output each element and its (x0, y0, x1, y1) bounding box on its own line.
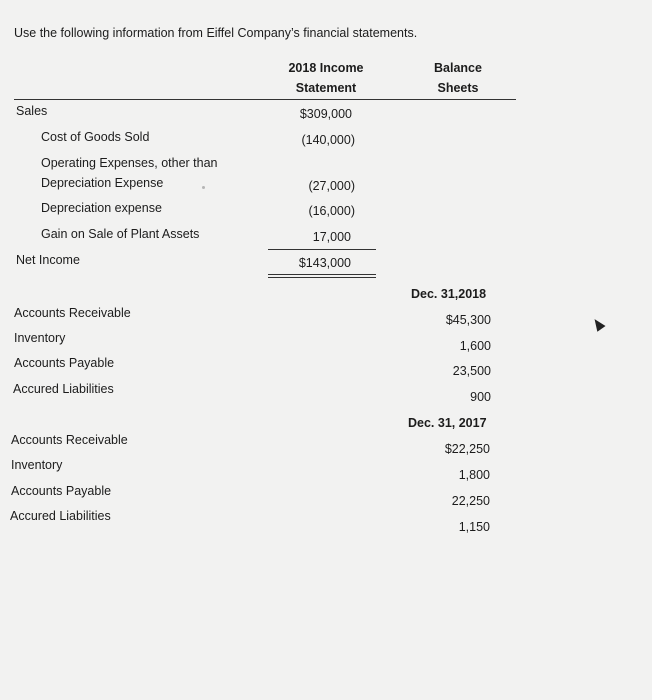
gain-label: Gain on Sale of Plant Assets (41, 227, 200, 241)
inventory-2017-label: Inventory (11, 458, 63, 472)
ap-2018-value: 23,500 (452, 364, 491, 378)
opex-value: (27,000) (308, 179, 355, 193)
net-income-label: Net Income (16, 253, 80, 267)
ap-2017-label: Accounts Payable (11, 484, 112, 498)
intro-text: Use the following information from Eiffel Company’s financial statements. (14, 26, 418, 40)
al-2017-value: 1,150 (458, 520, 490, 534)
net-income-rule-top (268, 274, 376, 275)
ar-2017-label: Accounts Receivable (11, 433, 128, 447)
ap-2017-value: 22,250 (451, 494, 490, 508)
date-2017: Dec. 31, 2017 (408, 416, 487, 430)
inventory-2018-label: Inventory (14, 331, 66, 345)
net-income-value: $143,000 (298, 256, 351, 270)
income-statement-header-line2: Statement (295, 81, 357, 95)
cogs-label: Cost of Goods Sold (41, 130, 150, 144)
gain-value: 17,000 (312, 230, 351, 244)
inventory-2017-value: 1,800 (458, 468, 490, 482)
al-2017-label: Accured Liabilities (10, 509, 111, 523)
date-2018: Dec. 31,2018 (411, 287, 487, 301)
ar-2018-value: $45,300 (445, 313, 491, 327)
header-divider (14, 99, 516, 100)
stray-mark (202, 186, 205, 189)
ar-2017-value: $22,250 (444, 442, 490, 456)
opex-label-line1: Operating Expenses, other than (41, 156, 218, 170)
depreciation-value: (16,000) (308, 204, 355, 218)
ar-2018-label: Accounts Receivable (14, 306, 131, 320)
mouse-cursor-icon (590, 316, 605, 332)
opex-label-line2: Depreciation Expense (41, 176, 164, 190)
subtotal-rule (268, 249, 376, 250)
al-2018-value: 900 (470, 390, 491, 404)
balance-sheets-header-line1: Balance (434, 61, 482, 75)
sales-value: $309,000 (299, 107, 352, 121)
sales-label: Sales (16, 104, 48, 118)
inventory-2018-value: 1,600 (459, 339, 491, 353)
income-statement-header-line1: 2018 Income (288, 61, 364, 75)
net-income-rule-bottom (268, 277, 376, 278)
ap-2018-label: Accounts Payable (14, 356, 115, 370)
depreciation-label: Depreciation expense (41, 201, 162, 215)
cogs-value: (140,000) (301, 133, 355, 147)
balance-sheets-header-line2: Sheets (437, 81, 479, 95)
al-2018-label: Accured Liabilities (13, 382, 114, 396)
